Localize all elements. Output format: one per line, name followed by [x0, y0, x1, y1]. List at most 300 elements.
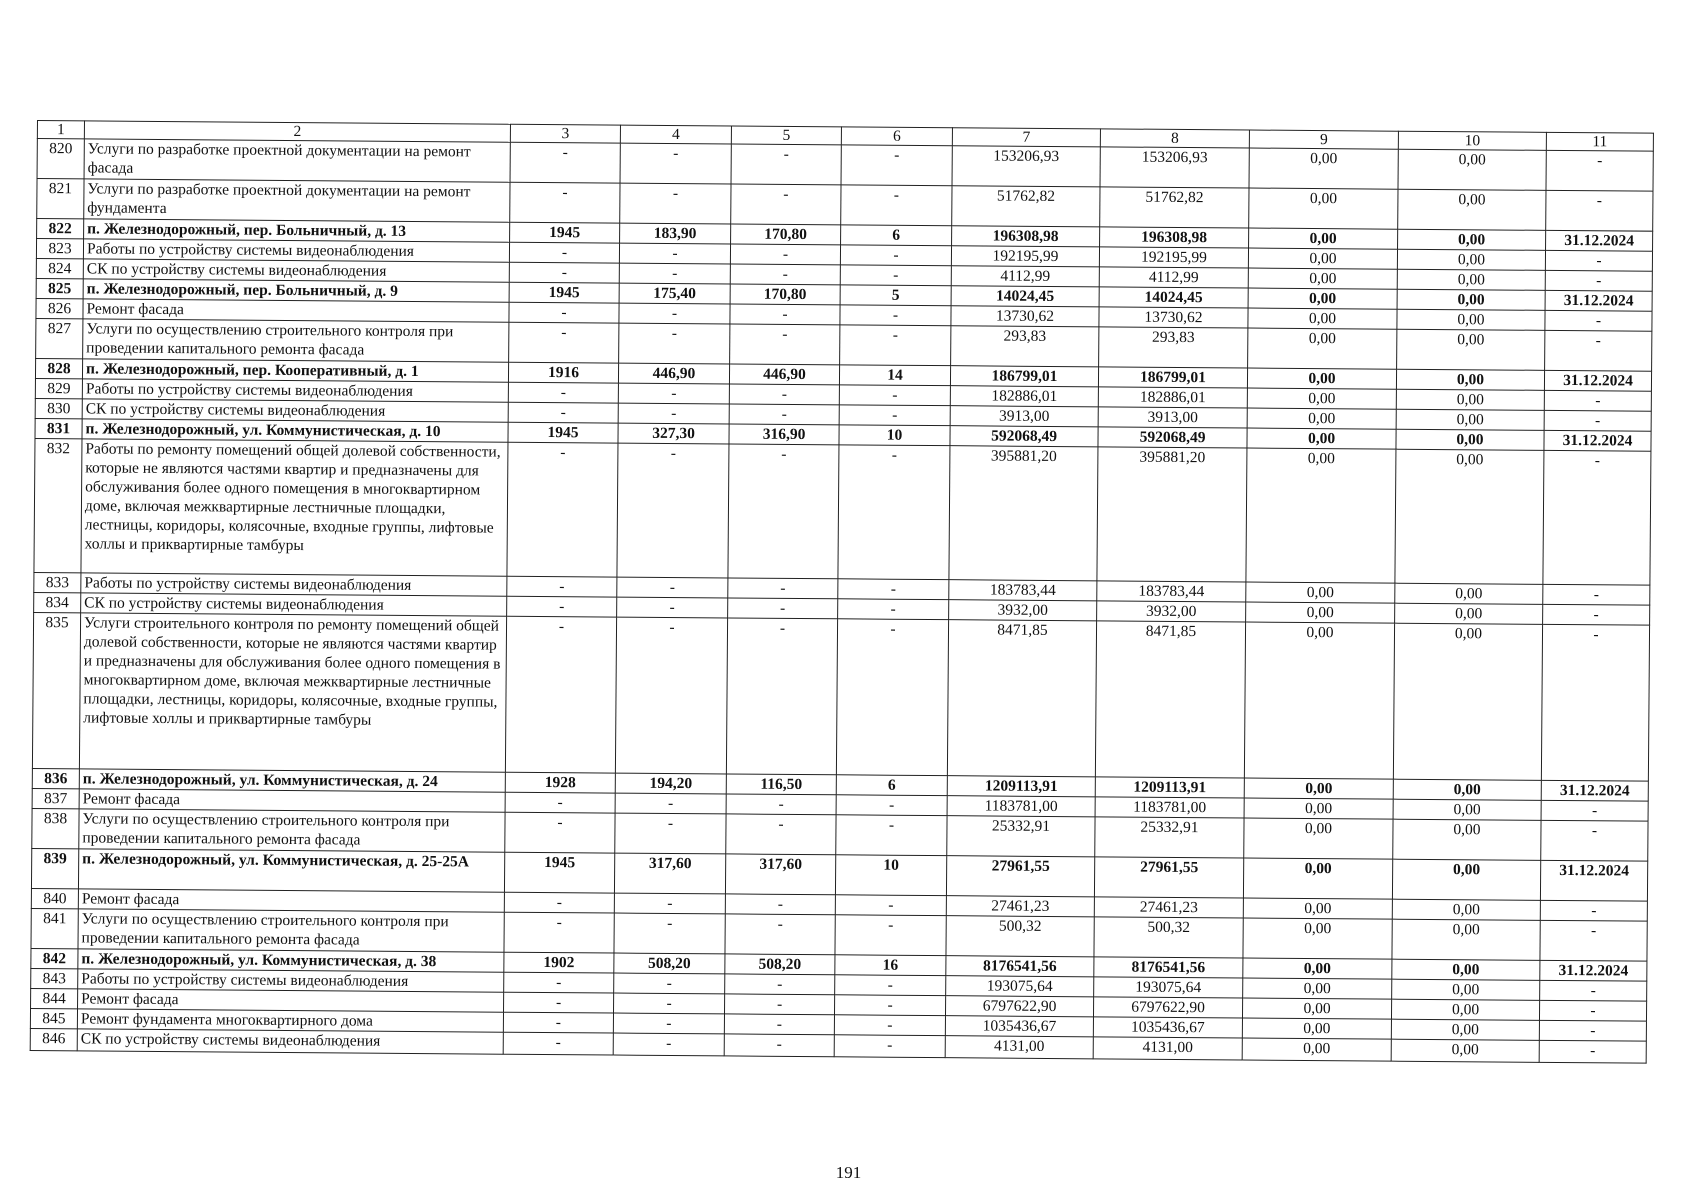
value-cell: -	[1545, 250, 1652, 271]
item-name-cell: СК по устройству системы видеонаблюдения	[82, 399, 508, 422]
row-number-cell: 837	[32, 788, 79, 808]
value-cell: -	[617, 577, 728, 598]
row-number-cell: 821	[37, 179, 84, 219]
value-cell: 27961,55	[946, 856, 1094, 897]
row-number-cell: 830	[35, 398, 82, 418]
value-cell: 0,00	[1244, 798, 1393, 819]
value-cell: -	[1539, 1000, 1646, 1021]
value-cell: -	[725, 894, 835, 915]
value-cell: 27461,23	[946, 896, 1094, 917]
value-cell: 1209113,91	[947, 776, 1095, 797]
value-cell: 0,00	[1392, 899, 1540, 920]
value-cell: 0,00	[1393, 819, 1541, 860]
value-cell: -	[1540, 980, 1647, 1001]
value-cell: 31.12.2024	[1541, 780, 1648, 801]
value-cell: 51762,82	[1100, 187, 1249, 228]
item-name-cell: п. Железнодорожный, ул. Коммунистическая, д. 38	[78, 949, 504, 972]
value-cell: -	[840, 325, 951, 366]
value-cell: 14024,45	[951, 286, 1099, 307]
row-number-cell: 828	[35, 358, 82, 378]
item-name-cell: Услуги строительного контроля по ремонту помещений общей долевой собственности, которые не являются частями квартир и предназначены для обслуживания более одного помещения в многоквартирном доме, включая межквартирные лестничные площадки, лестницы, коридоры, колясочные, входные группы, лифтовые холлы и приквартирные тамбуры	[79, 613, 506, 772]
value-cell: -	[726, 618, 837, 775]
value-cell: 0,00	[1392, 859, 1540, 900]
value-cell: -	[1539, 1040, 1646, 1063]
value-cell: 0,00	[1397, 269, 1545, 290]
value-cell: 0,00	[1391, 999, 1539, 1020]
value-cell: -	[614, 973, 725, 994]
value-cell: -	[615, 813, 726, 854]
value-cell: -	[835, 915, 946, 956]
value-cell: -	[508, 382, 618, 403]
value-cell: 27461,23	[1094, 897, 1243, 918]
value-cell: -	[726, 794, 836, 815]
value-cell: 1928	[505, 772, 615, 793]
item-name-cell: Работы по устройству системы видеонаблюдения	[83, 239, 509, 262]
value-cell: 0,00	[1396, 389, 1544, 410]
value-cell: 0,00	[1243, 958, 1392, 979]
value-cell: 0,00	[1392, 919, 1540, 960]
value-cell: 6797622,90	[1093, 997, 1242, 1018]
item-name-cell: Ремонт фасада	[79, 789, 505, 812]
value-cell: -	[504, 972, 614, 993]
column-number-5: 5	[731, 126, 841, 145]
value-cell: -	[620, 183, 731, 224]
value-cell: 0,00	[1398, 229, 1546, 250]
column-number-8: 8	[1100, 129, 1249, 148]
item-name-cell: п. Железнодорожный, ул. Коммунистическая, д. 24	[79, 769, 505, 792]
value-cell: 10	[835, 855, 946, 896]
value-cell: 0,00	[1391, 1039, 1539, 1062]
value-cell: 0,00	[1393, 623, 1542, 780]
value-cell: 0,00	[1392, 959, 1540, 980]
value-cell: 3932,00	[949, 600, 1097, 621]
value-cell: 0,00	[1248, 328, 1397, 369]
document-sheet	[30, 120, 1654, 1064]
value-cell: -	[618, 383, 729, 404]
value-cell: -	[836, 815, 947, 856]
value-cell: 293,83	[951, 326, 1099, 367]
value-cell: -	[840, 305, 951, 326]
column-number-7: 7	[952, 128, 1100, 147]
value-cell: -	[618, 403, 729, 424]
value-cell: -	[620, 143, 731, 184]
table-row	[32, 612, 1649, 781]
value-cell: -	[841, 145, 952, 186]
value-cell: 0,00	[1397, 249, 1545, 270]
row-number-cell: 826	[36, 298, 83, 318]
value-cell: 0,00	[1246, 448, 1396, 583]
value-cell: -	[1545, 310, 1652, 331]
value-cell: 1035436,67	[1093, 1017, 1242, 1038]
item-name-cell: Работы по устройству системы видеонаблюдения	[82, 379, 508, 402]
value-cell: 31.12.2024	[1544, 430, 1651, 451]
value-cell: -	[509, 322, 619, 363]
value-cell: -	[730, 324, 840, 365]
page-number: 191	[835, 1163, 862, 1182]
value-cell: -	[839, 385, 950, 406]
value-cell: 316,90	[729, 424, 839, 445]
value-cell: 4112,99	[1099, 267, 1248, 288]
value-cell: -	[615, 617, 727, 774]
value-cell: 0,00	[1249, 188, 1398, 229]
value-cell: -	[619, 303, 730, 324]
value-cell: 446,90	[618, 363, 729, 384]
value-cell: -	[724, 1014, 834, 1035]
value-cell: 8471,85	[1095, 621, 1245, 778]
row-number-cell: 831	[35, 418, 82, 438]
value-cell: 153206,93	[952, 146, 1100, 187]
row-number-cell: 838	[32, 808, 79, 848]
value-cell: 0,00	[1247, 388, 1396, 409]
value-cell: -	[509, 242, 619, 263]
value-cell: 196308,98	[1100, 227, 1249, 248]
value-cell: -	[835, 895, 946, 916]
column-number-4: 4	[620, 125, 731, 144]
column-number-1: 1	[37, 121, 84, 139]
value-cell: -	[507, 442, 618, 577]
value-cell: 170,80	[731, 224, 841, 245]
row-number-cell: 833	[34, 572, 81, 592]
value-cell: 182886,01	[950, 386, 1098, 407]
row-number-cell: 827	[36, 318, 83, 358]
value-cell: -	[1541, 624, 1649, 781]
item-name-cell: п. Железнодорожный, ул. Коммунистическая, д. 10	[82, 419, 508, 442]
value-cell: 192195,99	[1099, 247, 1248, 268]
value-cell: 0,00	[1396, 409, 1544, 430]
value-cell: -	[508, 402, 618, 423]
item-name-cell: СК по устройству системы видеонаблюдения	[81, 593, 507, 616]
value-cell: 0,00	[1396, 429, 1544, 450]
value-cell: 0,00	[1392, 979, 1540, 1000]
value-cell: 5	[840, 285, 951, 306]
value-cell: 0,00	[1247, 408, 1396, 429]
row-number-cell: 834	[34, 592, 81, 612]
value-cell: -	[614, 893, 725, 914]
value-cell: 1916	[508, 362, 618, 383]
table-body	[30, 139, 1653, 1064]
value-cell: 186799,01	[1098, 367, 1247, 388]
item-name-cell: Услуги по осуществлению строительного контроля при проведении капитального ремонта фасада	[83, 319, 509, 362]
value-cell: 1209113,91	[1095, 777, 1244, 798]
value-cell: -	[1543, 604, 1650, 625]
value-cell: -	[1540, 900, 1647, 921]
value-cell: 192195,99	[951, 246, 1099, 267]
value-cell: 193075,64	[1094, 977, 1243, 998]
value-cell: 4112,99	[951, 266, 1099, 287]
value-cell: -	[619, 263, 730, 284]
value-cell: 10	[839, 425, 950, 446]
value-cell: 0,00	[1393, 779, 1541, 800]
value-cell: 0,00	[1242, 1038, 1391, 1061]
value-cell: -	[731, 144, 841, 185]
value-cell: 1945	[509, 282, 619, 303]
value-cell: 0,00	[1395, 449, 1544, 584]
value-cell: 31.12.2024	[1544, 370, 1651, 391]
value-cell: 0,00	[1244, 622, 1394, 779]
value-cell: 592068,49	[950, 426, 1098, 447]
item-name-cell: Работы по устройству системы видеонаблюдения	[78, 969, 504, 992]
value-cell: -	[838, 579, 949, 600]
value-cell: 317,60	[725, 854, 835, 895]
value-cell: 0,00	[1248, 308, 1397, 329]
value-cell: 293,83	[1099, 327, 1248, 368]
row-number-cell: 823	[36, 239, 83, 259]
value-cell: 0,00	[1242, 998, 1391, 1019]
value-cell: 13730,62	[1099, 307, 1248, 328]
value-cell: -	[728, 598, 838, 619]
item-name-cell: СК по устройству системы видеонаблюдения	[83, 259, 509, 282]
row-number-cell: 836	[32, 768, 79, 788]
row-number-cell: 840	[31, 888, 78, 908]
value-cell: 1945	[504, 852, 614, 893]
value-cell: 170,80	[730, 284, 840, 305]
item-name-cell: Ремонт фасада	[83, 299, 509, 322]
row-number-cell: 839	[31, 848, 78, 888]
value-cell: -	[505, 616, 616, 773]
value-cell: 0,00	[1397, 289, 1545, 310]
value-cell: 4131,00	[945, 1036, 1093, 1059]
value-cell: -	[839, 405, 950, 426]
item-name-cell: Ремонт фасада	[78, 989, 504, 1012]
value-cell: -	[731, 184, 841, 225]
value-cell: 3913,00	[1098, 407, 1247, 428]
value-cell: -	[730, 304, 840, 325]
value-cell: -	[617, 597, 728, 618]
value-cell: 0,00	[1242, 1018, 1391, 1039]
value-cell: -	[613, 1013, 724, 1034]
value-cell: 0,00	[1243, 858, 1392, 899]
value-cell: -	[724, 1034, 834, 1057]
value-cell: -	[615, 793, 726, 814]
column-number-11: 11	[1546, 132, 1653, 151]
value-cell: -	[509, 262, 619, 283]
value-cell: 1945	[508, 422, 618, 443]
value-cell: -	[619, 323, 730, 364]
value-cell: 500,32	[1094, 917, 1243, 958]
row-number-cell: 820	[37, 139, 84, 179]
value-cell: 16	[835, 955, 946, 976]
value-cell: 1945	[510, 222, 620, 243]
value-cell: -	[1539, 1020, 1646, 1041]
item-name-cell: Услуги по осуществлению строительного контроля при проведении капитального ремонта фасада	[78, 909, 504, 952]
value-cell: 508,20	[725, 954, 835, 975]
item-name-cell: СК по устройству системы видеонаблюдения	[77, 1029, 503, 1054]
value-cell: 0,00	[1243, 918, 1392, 959]
value-cell: 3913,00	[950, 406, 1098, 427]
value-cell: 183,90	[620, 223, 731, 244]
value-cell: -	[507, 576, 617, 597]
value-cell: 0,00	[1244, 818, 1393, 859]
value-cell: 27961,55	[1094, 857, 1243, 898]
value-cell: -	[503, 1012, 613, 1033]
register-table	[30, 120, 1654, 1064]
value-cell: -	[1541, 820, 1648, 861]
value-cell: 116,50	[726, 774, 836, 795]
value-cell: 500,32	[946, 916, 1094, 957]
value-cell: 51762,82	[952, 186, 1100, 227]
value-cell: -	[1540, 920, 1647, 961]
value-cell: 0,00	[1397, 329, 1545, 370]
value-cell: 317,60	[614, 853, 725, 894]
value-cell: -	[836, 795, 947, 816]
item-name-cell: Услуги по осуществлению строительного контроля при проведении капитального ремонта фасада	[79, 809, 505, 852]
value-cell: 508,20	[614, 953, 725, 974]
value-cell: -	[510, 142, 620, 183]
value-cell: 0,00	[1243, 978, 1392, 999]
item-name-cell: Ремонт фундамента многоквартирного дома	[77, 1009, 503, 1032]
value-cell: -	[725, 994, 835, 1015]
value-cell: -	[617, 443, 729, 578]
value-cell: 4131,00	[1093, 1037, 1242, 1060]
value-cell: 0,00	[1246, 602, 1395, 623]
column-number-6: 6	[841, 127, 952, 146]
row-number-cell: 844	[31, 988, 78, 1008]
value-cell: 0,00	[1395, 583, 1543, 604]
value-cell: -	[1545, 330, 1652, 371]
value-cell: 3932,00	[1097, 601, 1246, 622]
row-number-cell: 843	[31, 968, 78, 988]
row-number-cell: 822	[37, 219, 84, 239]
value-cell: -	[729, 404, 839, 425]
value-cell: 0,00	[1249, 228, 1398, 249]
value-cell: 196308,98	[952, 226, 1100, 247]
value-cell: -	[503, 1032, 613, 1055]
row-number-cell: 841	[31, 908, 78, 948]
value-cell: 446,90	[729, 364, 839, 385]
value-cell: -	[614, 993, 725, 1014]
value-cell: 186799,01	[950, 366, 1098, 387]
value-cell: 0,00	[1396, 369, 1544, 390]
value-cell: -	[730, 244, 840, 265]
value-cell: -	[507, 596, 617, 617]
value-cell: 25332,91	[947, 816, 1095, 857]
column-number-3: 3	[510, 124, 620, 143]
column-number-10: 10	[1398, 131, 1546, 150]
value-cell: 0,00	[1243, 898, 1392, 919]
value-cell: -	[1543, 584, 1650, 605]
value-cell: -	[1541, 800, 1648, 821]
value-cell: -	[1545, 270, 1652, 291]
row-number-cell: 832	[34, 438, 82, 572]
item-name-cell: Работы по устройству системы видеонаблюдения	[81, 573, 507, 596]
value-cell: 0,00	[1248, 248, 1397, 269]
value-cell: -	[835, 975, 946, 996]
value-cell: 1183781,00	[947, 796, 1095, 817]
row-number-cell: 824	[36, 258, 83, 278]
value-cell: 31.12.2024	[1546, 230, 1653, 251]
value-cell: 31.12.2024	[1540, 960, 1647, 981]
value-cell: 0,00	[1249, 148, 1398, 189]
value-cell: 25332,91	[1095, 817, 1244, 858]
value-cell: -	[505, 792, 615, 813]
row-number-cell: 845	[30, 1008, 77, 1028]
value-cell: -	[838, 599, 949, 620]
value-cell: 31.12.2024	[1545, 290, 1652, 311]
value-cell: -	[619, 243, 730, 264]
row-number-cell: 825	[36, 278, 83, 298]
value-cell: 0,00	[1391, 1019, 1539, 1040]
value-cell: 0,00	[1247, 428, 1396, 449]
value-cell: -	[504, 912, 614, 953]
value-cell: -	[614, 913, 725, 954]
value-cell: 8176541,56	[946, 956, 1094, 977]
value-cell: 14024,45	[1099, 287, 1248, 308]
value-cell: 31.12.2024	[1540, 860, 1647, 901]
value-cell: 6	[841, 225, 952, 246]
item-name-cell: Работы по ремонту помещений общей долевой собственности, которые не являются частями квартир и предназначены для обслуживания более одного помещения в многоквартирном доме, включая межквартирные лестничные площадки, лестницы, коридоры, колясочные, входные группы, лифтовые холлы и приквартирные тамбуры	[81, 439, 508, 576]
value-cell: -	[505, 812, 615, 853]
value-cell: -	[729, 384, 839, 405]
value-cell: -	[834, 995, 945, 1016]
item-name-cell: Ремонт фасада	[78, 889, 504, 912]
value-cell: 182886,01	[1098, 387, 1247, 408]
value-cell: 183783,44	[1097, 581, 1246, 602]
row-number-cell: 846	[30, 1028, 77, 1050]
value-cell: -	[509, 302, 619, 323]
value-cell: -	[726, 814, 836, 855]
column-number-2: 2	[84, 121, 510, 142]
value-cell: -	[730, 264, 840, 285]
value-cell: 183783,44	[949, 580, 1097, 601]
value-cell: 13730,62	[951, 306, 1099, 327]
value-cell: 0,00	[1246, 582, 1395, 603]
value-cell: 0,00	[1395, 603, 1543, 624]
value-cell: 14	[839, 365, 950, 386]
value-cell: 0,00	[1393, 799, 1541, 820]
value-cell: 1902	[504, 952, 614, 973]
row-number-cell: 842	[31, 948, 78, 968]
value-cell: -	[840, 245, 951, 266]
item-name-cell: Услуги по разработке проектной документации на ремонт фасада	[84, 139, 510, 182]
value-cell: 0,00	[1398, 189, 1546, 230]
value-cell: -	[728, 578, 838, 599]
value-cell: -	[504, 892, 614, 913]
value-cell: 395881,20	[949, 446, 1098, 581]
value-cell: -	[725, 974, 835, 995]
value-cell: 175,40	[619, 283, 730, 304]
value-cell: 0,00	[1248, 288, 1397, 309]
value-cell: -	[1546, 150, 1653, 191]
value-cell: 327,30	[618, 423, 729, 444]
value-cell: -	[838, 445, 950, 580]
value-cell: -	[1544, 390, 1651, 411]
item-name-cell: п. Железнодорожный, пер. Кооперативный, д. 1	[82, 359, 508, 382]
value-cell: -	[834, 1035, 945, 1058]
row-number-cell: 835	[32, 612, 80, 768]
column-number-9: 9	[1249, 130, 1398, 149]
value-cell: 0,00	[1244, 778, 1393, 799]
value-cell: -	[840, 265, 951, 286]
table-row	[34, 438, 1651, 585]
value-cell: 6	[836, 775, 947, 796]
value-cell: 0,00	[1398, 149, 1546, 190]
value-cell: 153206,93	[1100, 147, 1249, 188]
value-cell: -	[834, 1015, 945, 1036]
value-cell: -	[836, 619, 948, 776]
value-cell: -	[1544, 410, 1651, 431]
value-cell: -	[613, 1033, 724, 1056]
value-cell: 0,00	[1247, 368, 1396, 389]
value-cell: 8471,85	[947, 620, 1096, 777]
value-cell: 0,00	[1397, 309, 1545, 330]
item-name-cell: Услуги по разработке проектной документации на ремонт фундамента	[84, 179, 510, 222]
value-cell: 1035436,67	[945, 1016, 1093, 1037]
value-cell: -	[510, 182, 620, 223]
value-cell: 194,20	[615, 773, 726, 794]
item-name-cell: п. Железнодорожный, пер. Больничный, д. 13	[84, 219, 510, 242]
value-cell: 395881,20	[1097, 447, 1247, 582]
row-number-cell: 829	[35, 378, 82, 398]
